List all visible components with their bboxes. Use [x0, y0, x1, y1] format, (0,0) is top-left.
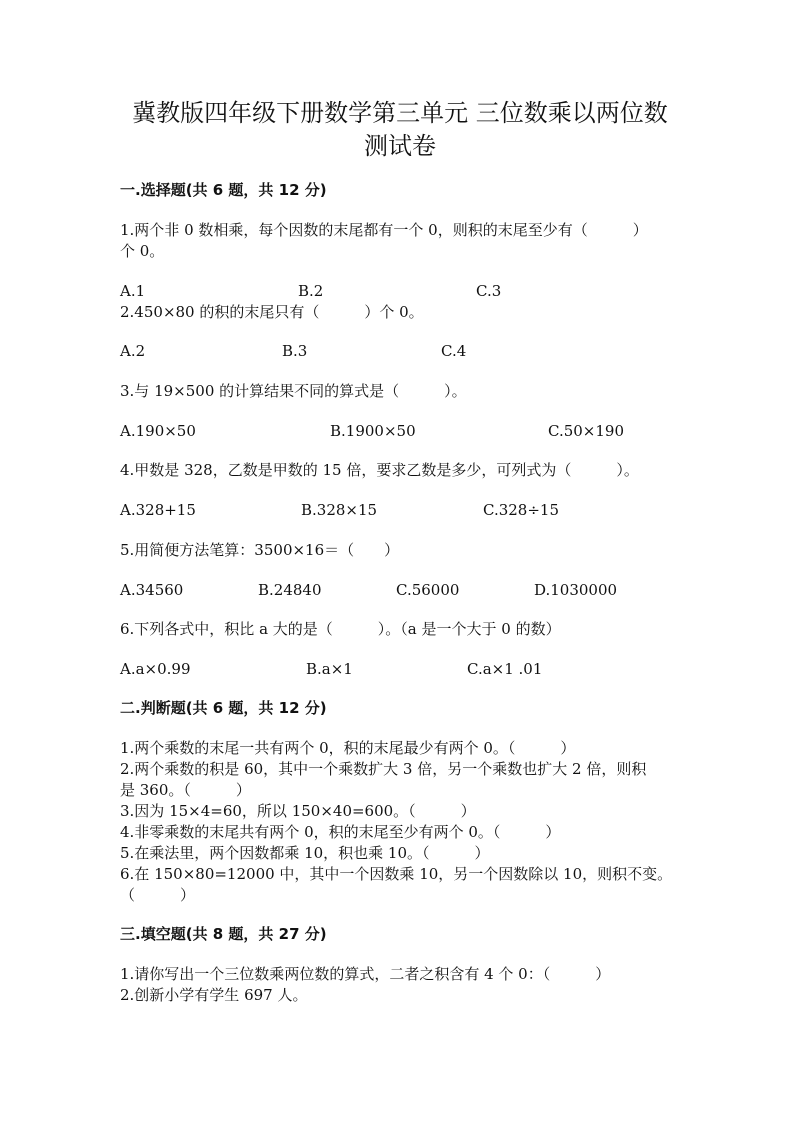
option-c: C.56000	[396, 581, 460, 599]
statement-line: 1.两个乘数的末尾一共有两个 0，积的末尾最少有两个 0。（ ）	[120, 739, 576, 757]
option-a: A.1	[120, 282, 146, 300]
option-c: C.328÷15	[483, 501, 559, 519]
option-c: C.4	[441, 342, 467, 360]
section-heading-true-false: 二.判断题(共 6 题，共 12 分)	[120, 699, 327, 717]
question-stem: 4.甲数是 328，乙数是甲数的 15 倍，要求乙数是多少，可列式为（ ）。	[120, 461, 639, 479]
statement-line: 5.在乘法里，两个因数都乘 10，积也乘 10。（ ）	[120, 844, 490, 862]
option-a: A.190×50	[120, 422, 196, 440]
option-b: B.24840	[258, 581, 322, 599]
option-b: B.3	[282, 342, 308, 360]
question-stem: 5.用简便方法笔算：3500×16＝（ ）	[120, 541, 400, 559]
option-b: B.a×1	[306, 660, 353, 678]
fill-blank-line: 1.请你写出一个三位数乘两位数的算式，二者之积含有 4 个 0：（ ）	[120, 965, 611, 983]
option-a: A.a×0.99	[120, 660, 191, 678]
option-a: A.34560	[120, 581, 184, 599]
question-stem: 3.与 19×500 的计算结果不同的算式是（ ）。	[120, 382, 467, 400]
option-c: C.a×1 .01	[467, 660, 543, 678]
statement-line: 3.因为 15×4=60，所以 150×40=600。（ ）	[120, 802, 476, 820]
statement-line: 是 360。（ ）	[120, 781, 251, 799]
statement-line: 2.两个乘数的积是 60，其中一个乘数扩大 3 倍，另一个乘数也扩大 2 倍，则积	[120, 760, 647, 778]
option-b: B.328×15	[301, 501, 378, 519]
page-title-line1: 冀教版四年级下册数学第三单元 三位数乘以两位数	[132, 99, 668, 127]
option-c: C.3	[476, 282, 502, 300]
statement-line: 4.非零乘数的末尾共有两个 0，积的末尾至少有两个 0。（ ）	[120, 823, 561, 841]
option-a: A.2	[120, 342, 146, 360]
option-b: B.2	[298, 282, 324, 300]
question-stem: 6.下列各式中，积比 a 大的是（ ）。（a 是一个大于 0 的数）	[120, 620, 561, 638]
option-c: C.50×190	[548, 422, 624, 440]
option-d: D.1030000	[534, 581, 618, 599]
option-b: B.1900×50	[330, 422, 416, 440]
option-a: A.328+15	[120, 501, 196, 519]
question-stem-continued: 个 0。	[120, 242, 165, 260]
statement-line: 6.在 150×80=12000 中，其中一个因数乘 10，另一个因数除以 10，则积不变。	[120, 865, 673, 883]
fill-blank-line: 2.创新小学有学生 697 人。	[120, 986, 308, 1004]
page-title-line2: 测试卷	[364, 132, 436, 160]
question-stem: 1.两个非 0 数相乘，每个因数的末尾都有一个 0，则积的末尾至少有（ ）	[120, 221, 648, 239]
section-heading-fill-blank: 三.填空题(共 8 题，共 27 分)	[120, 925, 327, 943]
statement-line: （ ）	[120, 886, 196, 904]
question-stem: 2.450×80 的积的末尾只有（ ）个 0。	[120, 303, 424, 321]
section-heading-choice: 一.选择题(共 6 题，共 12 分)	[120, 181, 327, 199]
